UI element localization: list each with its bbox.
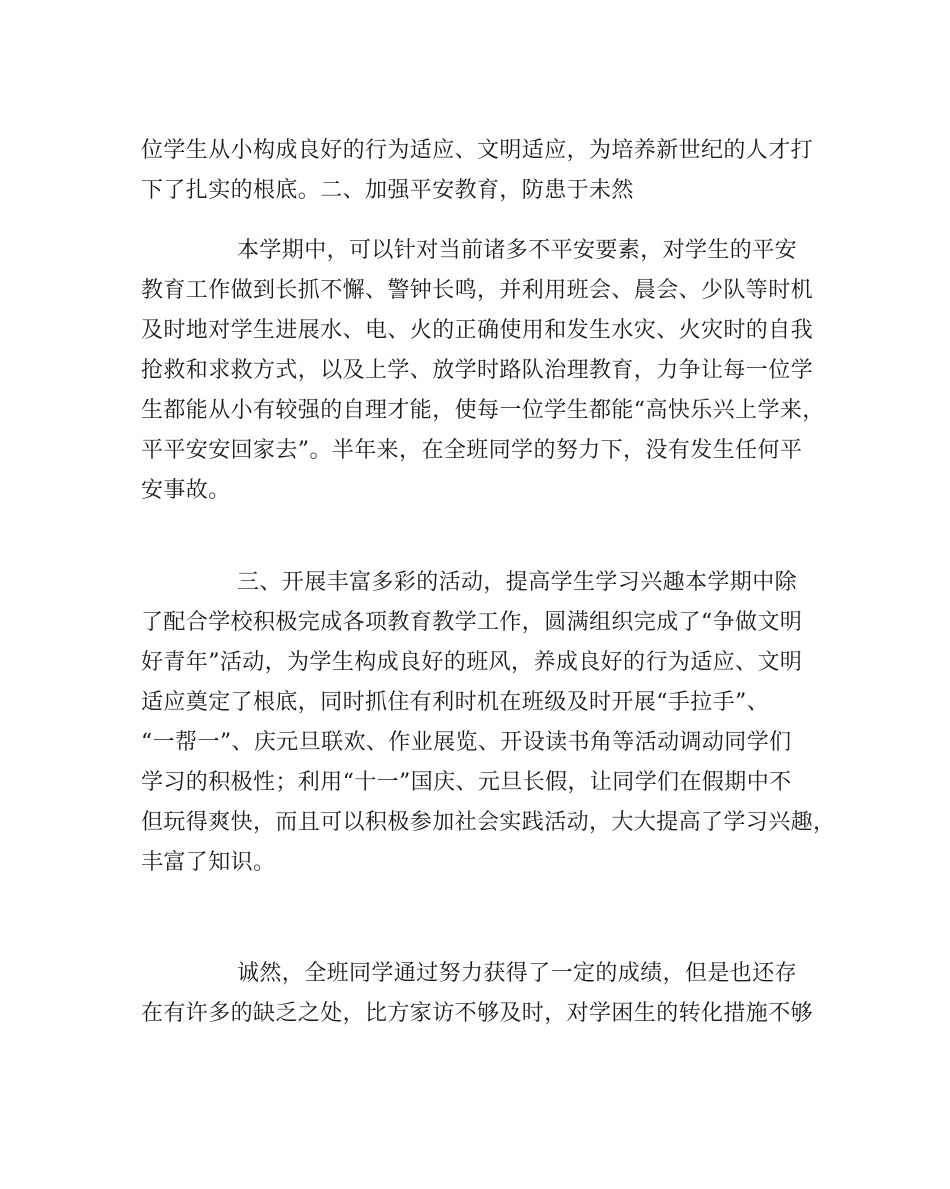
text-line: 三、开展丰富多彩的活动，提高学生学习兴趣本学期中除 <box>237 570 798 595</box>
text-line: 抢救和求救方式，以及上学、放学时路队治理教育，力争让每一位学 <box>141 358 814 383</box>
text-line: 在有许多的缺乏之处，比方家访不够及时，对学困生的转化措施不够 <box>141 1001 814 1026</box>
text-line: 但玩得爽快，而且可以积极参加社会实践活动，大大提高了学习兴趣， <box>141 810 836 835</box>
text-line: 丰富了知识。 <box>141 850 276 875</box>
text-line: 位学生从小构成良好的行为适应、文明适应，为培养新世纪的人才打 <box>141 138 814 163</box>
text-line: 教育工作做到长抓不懈、警钟长鸣，并利用班会、晨会、少队等时机 <box>141 278 814 303</box>
text-line: 了配合学校积极完成各项教育教学工作，圆满组织完成了“争做文明 <box>141 610 803 635</box>
paragraph-shortcomings <box>141 954 813 1034</box>
text-line: 好青年”活动，为学生构成良好的班风，养成良好的行为适应、文明 <box>141 650 803 675</box>
text-line: 下了扎实的根底。二、加强平安教育，防患于未然 <box>141 178 634 203</box>
text-line: 及时地对学生进展水、电、火的正确使用和发生水灾、火灾时的自我 <box>141 318 814 343</box>
text-line: 本学期中，可以针对当前诸多不平安要素，对学生的平安 <box>237 238 798 263</box>
paragraph-activities <box>141 563 836 883</box>
text-line: 诚然，全班同学通过努力获得了一定的成绩，但是也还存 <box>237 961 798 986</box>
text-line: 安事故。 <box>141 478 231 503</box>
text-line: 适应奠定了根底，同时抓住有利时机在班级及时开展“手拉手”、 <box>141 690 770 715</box>
text-line: “一帮一”、庆元旦联欢、作业展览、开设读书角等活动调动同学们 <box>141 730 792 755</box>
text-line: 学习的积极性；利用“十一”国庆、元旦长假，让同学们在假期中不 <box>141 770 792 795</box>
text-line: 生都能从小有较强的自理才能，使每一位学生都能“高快乐兴上学来， <box>141 398 825 423</box>
text-line: 平平安安回家去”。半年来，在全班同学的努力下，没有发生任何平 <box>141 438 803 463</box>
paragraph-safety-education <box>141 231 825 511</box>
paragraph-continued <box>141 131 813 211</box>
